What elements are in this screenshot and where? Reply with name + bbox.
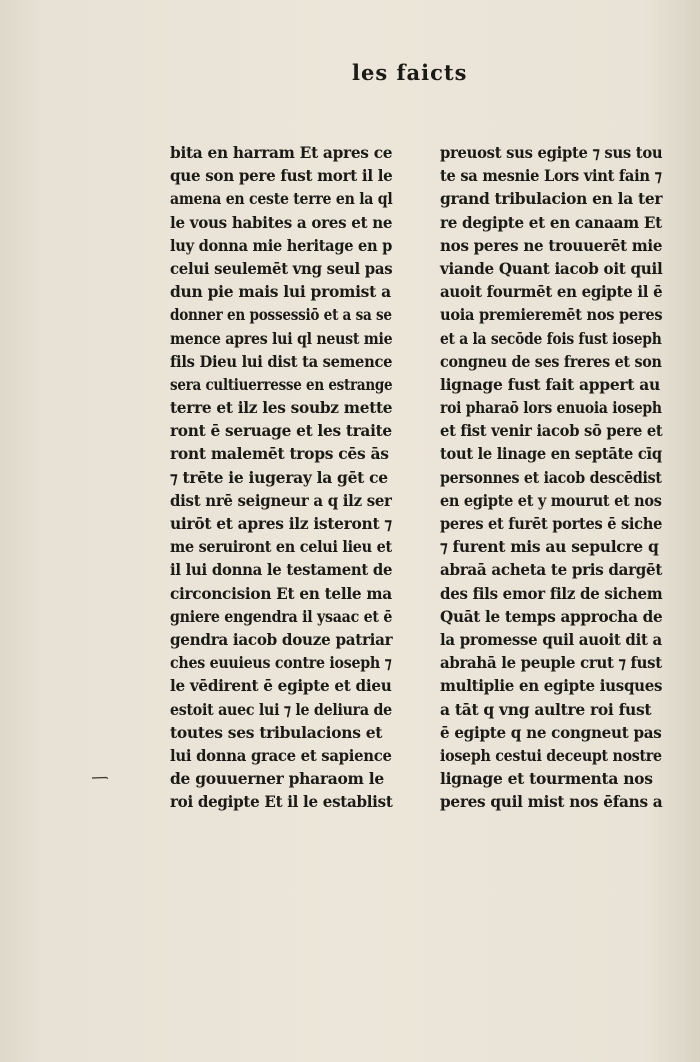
text-line: te sa mesnie Lors vint fain ⁊	[440, 166, 662, 186]
text-line: abraā acheta te pris dargēt	[440, 560, 663, 580]
text-line: ront malemēt trops cēs ās	[170, 444, 389, 464]
text-line: congneu de ses freres et son	[440, 351, 662, 371]
right-text-column	[440, 141, 662, 813]
text-line: ront ē seruage et les traite	[170, 421, 392, 441]
text-line: roi degipte Et il le establist	[170, 792, 393, 812]
text-line: il lui donna le testament de	[170, 560, 393, 580]
text-line: Quāt le temps approcha de	[440, 606, 663, 626]
text-line: de gouuerner pharaom le	[170, 769, 384, 789]
text-line: amena en ceste terre en la ql	[170, 189, 393, 209]
text-line: terre et ilz les soubz mette	[170, 398, 393, 418]
text-line: le vous habites a ores et ne	[170, 212, 393, 232]
text-line: tout le linage en septāte cīq	[440, 444, 662, 464]
text-line: grand tribulacion en la ter	[440, 189, 663, 209]
text-line: multiplie en egipte iusques	[440, 676, 663, 696]
text-line: abrahā le peuple crut ⁊ fust	[440, 653, 662, 673]
text-line: preuost sus egipte ⁊ sus tou	[440, 143, 663, 162]
text-line: que son pere fust mort il le	[170, 166, 393, 186]
text-line: toutes ses tribulacions et	[170, 722, 383, 742]
text-line: sera cultiuerresse en estrange	[170, 374, 393, 394]
text-line: a tāt q vng aultre roi fust	[440, 699, 652, 719]
text-line: estoit auec lui ⁊ le deliura de	[170, 699, 392, 719]
text-line: donner en possessiō et a sa se	[170, 305, 392, 325]
text-line: ē egipte q ne congneut pas	[440, 722, 662, 742]
running-head: les faicts	[352, 60, 468, 85]
text-line: dist nrē seigneur a q ilz ser	[170, 490, 392, 510]
text-line: re degipte et en canaam Et	[440, 212, 662, 232]
text-line: fils Dieu lui dist ta semence	[170, 351, 393, 371]
text-line: dun pie mais lui promist a	[170, 282, 391, 302]
margin-mark-icon	[92, 776, 108, 780]
text-line: personnes et iacob descēdist	[440, 467, 662, 487]
left-text-column	[170, 141, 392, 813]
text-line: mence apres lui ql neust mie	[170, 328, 393, 348]
text-line: lui donna grace et sapience	[170, 745, 392, 765]
text-line: viande Quant iacob oit quil	[440, 258, 663, 278]
text-line: en egipte et y mourut et nos	[440, 490, 662, 510]
text-line: ⁊ trēte ie iugeray la gēt ce	[170, 467, 388, 487]
text-line: uoia premieremēt nos peres	[440, 305, 663, 325]
text-line: uirōt et apres ilz isteront ⁊	[170, 514, 392, 533]
text-line: lignage fust fait appert au	[440, 374, 660, 394]
text-line: auoit fourmēt en egipte il ē	[440, 282, 663, 302]
text-line: ioseph cestui deceupt nostre	[440, 745, 662, 765]
text-line: celui seulemēt vng seul pas	[170, 258, 393, 278]
text-line: et a la secōde fois fust ioseph	[440, 328, 662, 348]
text-line: roi pharaō lors enuoia ioseph	[440, 398, 662, 418]
text-line: me seruiront en celui lieu et	[170, 537, 392, 557]
text-line: luy donna mie heritage en p	[170, 235, 393, 255]
text-line: des fils emor filz de sichem	[440, 583, 663, 603]
text-line: nos peres ne trouuerēt mie	[440, 235, 663, 255]
text-line: ⁊ furent mis au sepulcre q	[440, 537, 659, 557]
text-line: bita en harram Et apres ce	[170, 143, 393, 162]
text-line: ches euuieus contre ioseph ⁊	[170, 653, 392, 673]
text-line: peres et furēt portes ē siche	[440, 514, 663, 533]
text-line: la promesse quil auoit dit a	[440, 629, 662, 649]
text-line: peres quil mist nos ēfans a	[440, 792, 663, 812]
text-line: gendra iacob douze patriar	[170, 629, 393, 649]
text-line: gniere engendra il ysaac et ē	[170, 606, 393, 626]
text-line: et fist venir iacob sō pere et	[440, 421, 663, 441]
text-line: le vēdirent ē egipte et dieu	[170, 676, 392, 696]
text-line: lignage et tourmenta nos	[440, 769, 653, 789]
text-line: circoncision Et en telle ma	[170, 583, 392, 603]
